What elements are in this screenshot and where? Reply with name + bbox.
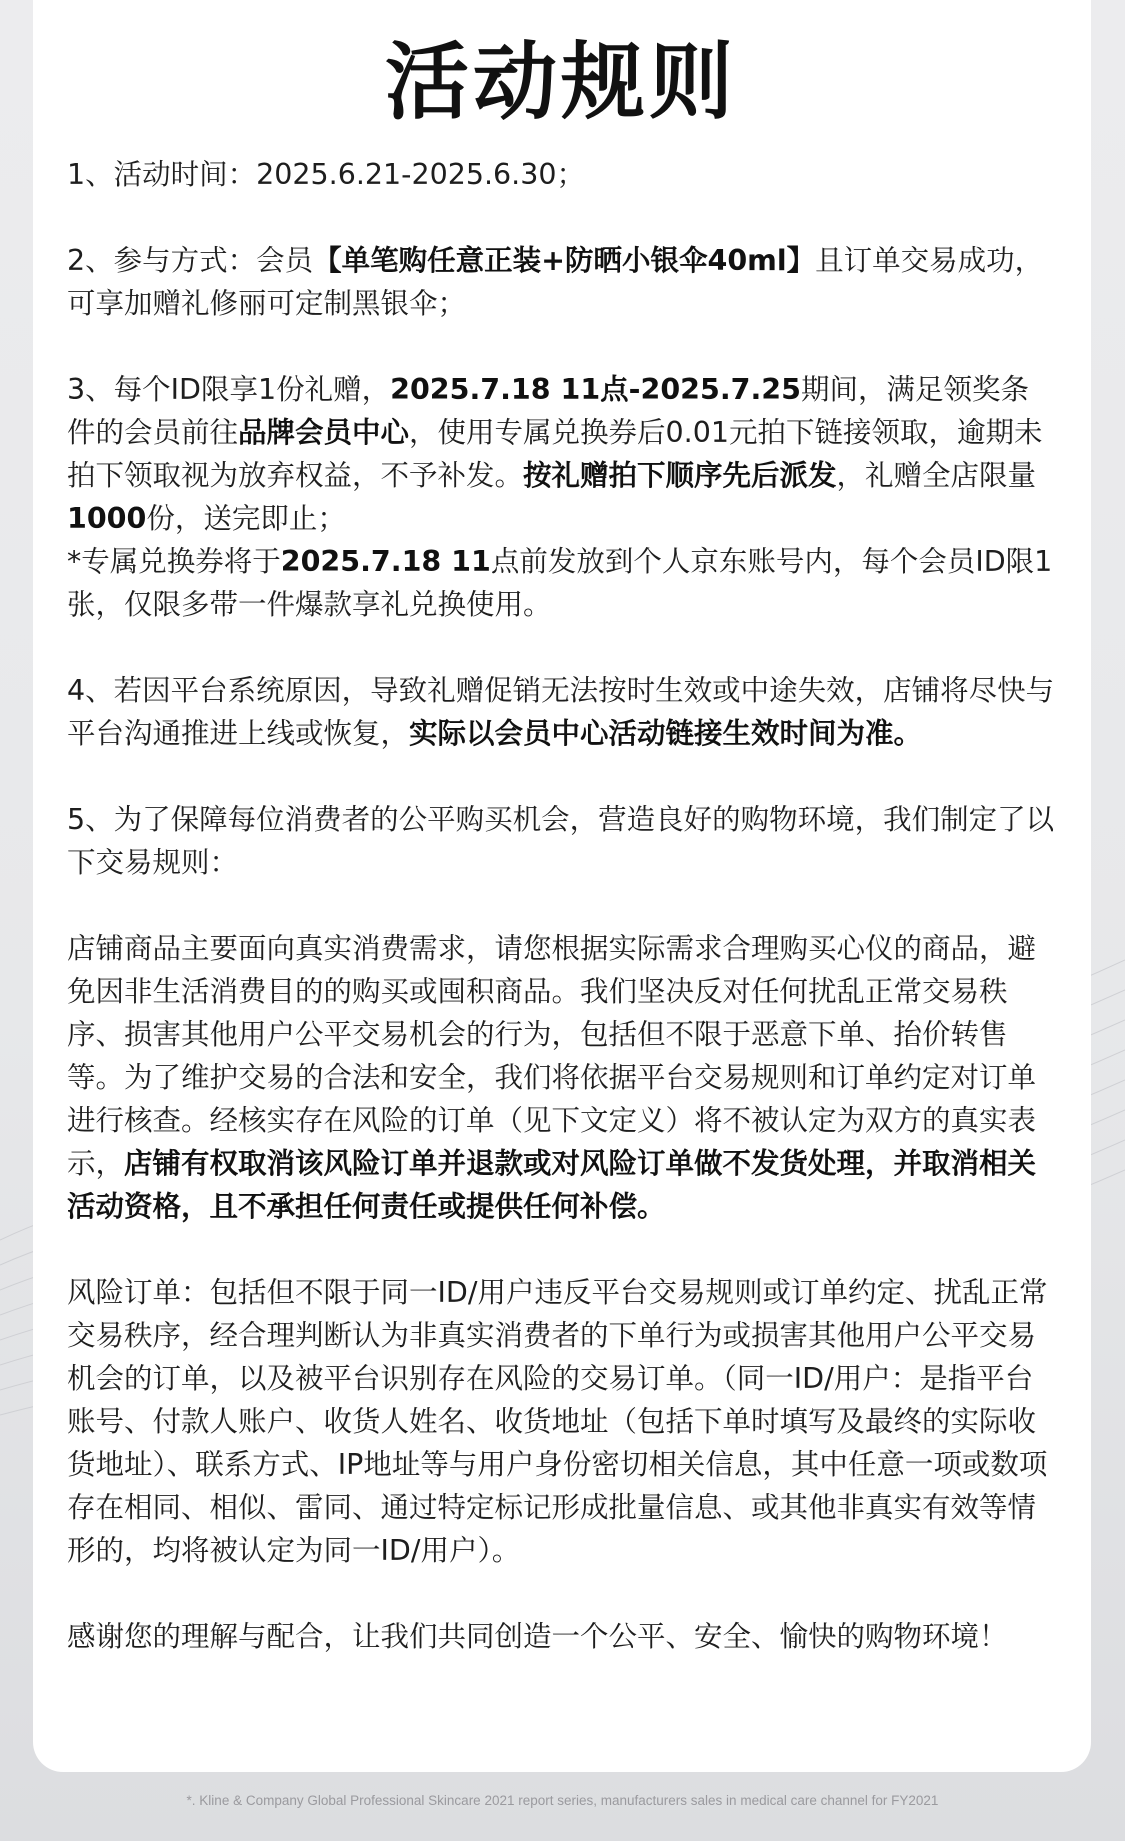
rule-3-text-i: 份，送完即止； (146, 501, 346, 535)
rule-2-text-c: 且订单交易成功，可享加赠礼修丽可定制黑银伞； (67, 243, 1044, 320)
rule-3-order-priority: 按礼赠拍下顺序先后派发 (523, 458, 837, 492)
rule-2-participation (67, 239, 1055, 325)
risk-order-definition: 风险订单：包括但不限于同一ID/用户违反平台交易规则或订单约定、扰乱正常交易秩序，经合理判断认为非真实消费者的下单行为或损害其他用户公平交易机会的订单，以及被平台识别存在风险的交易订单。（同一ID/用户：是指平台账号、付款人账户、收货人姓名、收货地址（包括下单时填写及最终的实际收货地址）、联系方式、IP地址等与用户身份密切相关信息，其中任意一项或数项存在相同、相似、雷同、通过特定标记形成批量信息、或其他非真实有效等情形的，均将被认定为同一ID/用户）。 (67, 1275, 1048, 1567)
footnote: *. Kline & Company Global Professional Skincare 2021 report series, manufacturers sales in medical care channel for FY2021 (186, 1793, 939, 1808)
coupon-note-text-c: 点前发放到个人京东账号内，每个会员ID限1张，仅限多带一件爆款享礼兑换使用。 (67, 544, 1053, 621)
rule-2-highlight: 【单笔购任意正装+防晒小银伞40ml】 (313, 243, 816, 277)
thanks-message: 感谢您的理解与配合，让我们共同创造一个公平、安全、愉快的购物环境！ (67, 1619, 1008, 1653)
rule-3-text-g: ，礼赠全店限量 (836, 458, 1037, 492)
rule-4-platform (67, 669, 1055, 755)
trade-rules-highlight: 店铺有权取消该风险订单并退款或对风险订单做不发货处理，并取消相关活动资格，且不承担任何责任或提供任何补偿。 (67, 1146, 1037, 1223)
trade-rules-body (67, 927, 1055, 1228)
rule-3-gift-limit (67, 368, 1055, 540)
rule-3-text-a: 3、每个ID限享1份礼赠， (67, 372, 391, 406)
rule-4-text-a: 4、若因平台系统原因，导致礼赠促销无法按时生效或中途失效，店铺将尽快与平台沟通推进上线或恢复， (67, 673, 1055, 750)
rule-2-text-a: 2、参与方式：会员 (67, 243, 314, 277)
page-title: 活动规则 (384, 33, 737, 131)
coupon-note-date: 2025.7.18 11 (280, 544, 491, 578)
rule-5-trade-rules: 5、为了保障每位消费者的公平购买机会，营造良好的购物环境，我们制定了以下交易规则： (67, 802, 1055, 879)
rule-3-period: 2025.7.18 11点-2025.7.25 (390, 372, 801, 406)
rule-4-highlight: 实际以会员中心活动链接生效时间为准。 (409, 716, 923, 750)
rule-1-time: 1、活动时间：2025.6.21-2025.6.30； (67, 157, 586, 191)
rule-3-member-center: 品牌会员中心 (238, 415, 410, 449)
rule-3-text-e: ，使用专属兑换券后0.01元拍下链接领取，逾期未拍下领取视为放弃权益，不予补发。 (67, 415, 1043, 492)
rule-3-text-c: 期间，满足领奖条件的会员前往 (67, 372, 1029, 449)
trade-rules-text-a: 店铺商品主要面向真实消费需求，请您根据实际需求合理购买心仪的商品，避免因非生活消费目的的购买或囤积商品。我们坚决反对任何扰乱正常交易秩序、损害其他用户公平交易机会的行为，包括但不限于恶意下单、抬价转售等。为了维护交易的合法和安全，我们将依据平台交易规则和订单约定对订单进行核查。经核实存在风险的订单（见下文定义）将不被认定为双方的真实表示， (67, 931, 1037, 1180)
rule-3-quantity: 1000 (67, 501, 147, 535)
coupon-note-text-a: *专属兑换券将于 (67, 544, 281, 578)
rule-3-coupon-note (67, 540, 1055, 626)
rules-card (33, 0, 1091, 1772)
